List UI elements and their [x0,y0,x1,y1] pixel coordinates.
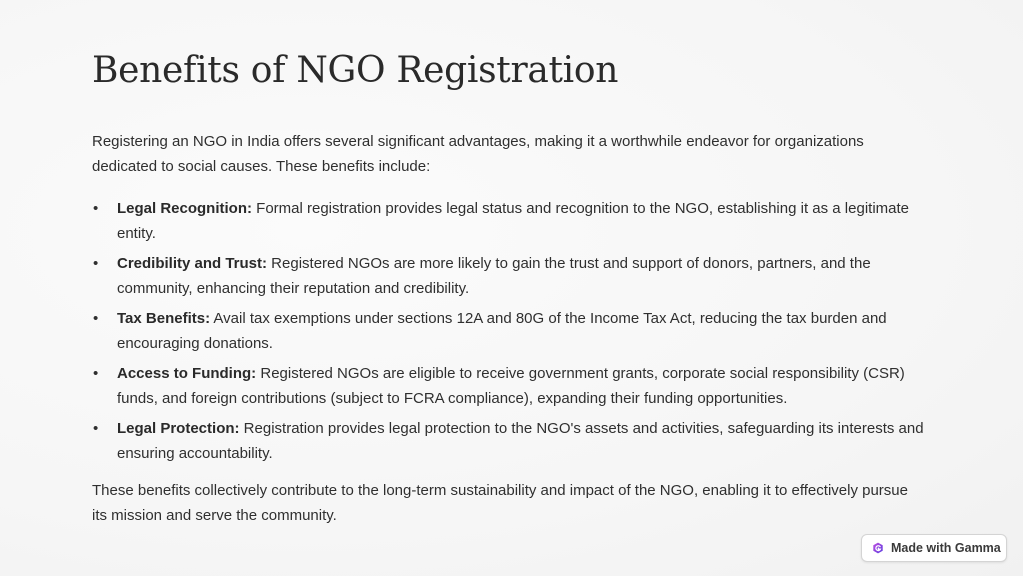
list-item [92,196,927,246]
benefit-label: Access to Funding: [117,365,257,382]
list-item [92,251,927,301]
made-with-gamma-button[interactable] [861,534,1007,562]
page-title: Benefits of NGO Registration [92,50,619,91]
benefit-text: Formal registration provides legal status and recognition to the NGO, establishing it as a legitimate entity. [117,200,909,242]
bullet-icon: • [93,365,99,382]
benefits-list [92,196,927,466]
bullet-icon: • [93,310,99,327]
intro-paragraph: Registering an NGO in India offers several significant advantages, making it a worthwhile endeavor for organizations dedicated to social causes. These benefits include: [92,133,864,175]
slide-content [92,48,927,528]
list-item [92,306,927,356]
gamma-logo-icon [872,542,884,554]
bullet-icon: • [93,200,99,217]
outro-paragraph: These benefits collectively contribute to the long-term sustainability and impact of the NGO, enabling it to effectively pursue its mission and serve the community. [92,482,908,524]
benefit-label: Legal Recognition: [117,200,252,217]
benefit-label: Credibility and Trust: [117,255,268,272]
benefit-text: Avail tax exemptions under sections 12A and 80G of the Income Tax Act, reducing the tax burden and encouraging donations. [117,310,887,352]
list-item [92,361,927,411]
benefit-text: Registration provides legal protection to the NGO's assets and activities, safeguarding its interests and ensuring accountability. [117,420,924,462]
bullet-icon: • [93,420,99,437]
bullet-icon: • [93,255,99,272]
benefit-text: Registered NGOs are eligible to receive government grants, corporate social responsibility (CSR) funds, and foreign contributions (subject to FCRA compliance), expanding their funding opportunities. [117,365,905,407]
badge-label: Made with Gamma [891,541,1001,555]
list-item [92,416,927,466]
benefit-label: Legal Protection: [117,420,240,437]
benefit-text: Registered NGOs are more likely to gain the trust and support of donors, partners, and the community, enhancing their reputation and credibility. [117,255,871,297]
benefit-label: Tax Benefits: [117,310,211,327]
